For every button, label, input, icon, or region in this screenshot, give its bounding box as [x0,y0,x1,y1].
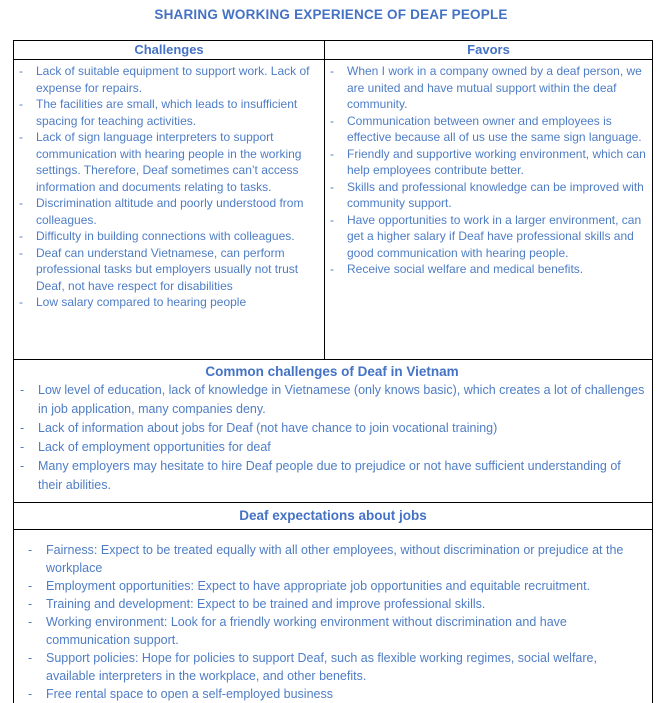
list-item: - Lack of suitable equipment to support work. Lack of expense for repairs. [16,63,320,96]
common-challenges-title: Common challenges of Deaf in Vietnam [205,364,459,379]
list-item: - Friendly and supportive working environment, which can help employees contribute better. [327,146,648,179]
list-item: - Free rental space to open a self-employed business [28,685,648,703]
list-item: - Discrimination altitude and poorly understood from colleagues. [16,195,320,228]
favors-list [327,63,648,278]
list-item: - Have opportunities to work in a larger environment, can get a higher salary if Deaf have professional skills and good communication with hearing people. [327,212,648,262]
list-item: - The facilities are small, which leads to insufficient spacing for teaching activities. [16,96,320,129]
list-item: - Low level of education, lack of knowledge in Vietnamese (only knows basic), which creates a lot of challenges in job application, many companies deny. [20,381,648,419]
favors-cell [325,60,652,359]
list-item: - Many employers may hesitate to hire Deaf people due to prejudice or not have sufficient understanding of their abilities. [20,457,648,495]
list-item: - Training and development: Expect to be trained and improve professional skills. [28,595,648,613]
list-item: - Difficulty in building connections with colleagues. [16,228,320,245]
common-challenges-list [16,381,648,495]
expectations-section [14,529,652,703]
column-header-favors: Favors [467,42,510,57]
list-item: - Fairness: Expect to be treated equally with all other employees, without discrimination or prejudice at the workplace [28,541,648,577]
list-item: - Lack of information about jobs for Deaf (not have chance to join vocational training) [20,419,648,438]
list-item: - Working environment: Look for a friendly working environment without discrimination and have communication support. [28,613,648,649]
list-item: - Communication between owner and employees is effective because all of us use the same sign language. [327,113,648,146]
list-item: - Deaf can understand Vietnamese, can perform professional tasks but employers usually not trust Deaf, not have respect for disabilities [16,245,320,295]
list-item: - Skills and professional knowledge can be improved with community support. [327,179,648,212]
experience-table [13,40,653,703]
comparison-header-row [14,41,652,59]
challenges-cell [14,60,325,359]
common-challenges-section [14,359,652,502]
list-item: - When I work in a company owned by a deaf person, we are united and have mutual support within the deaf community. [327,63,648,113]
expectations-title: Deaf expectations about jobs [239,508,427,523]
comparison-body-row [14,59,652,359]
page-title: SHARING WORKING EXPERIENCE OF DEAF PEOPLE [154,7,508,22]
list-item: - Receive social welfare and medical benefits. [327,261,648,278]
list-item: - Low salary compared to hearing people [16,294,320,311]
expectations-list [28,541,648,703]
expectations-header-row [14,502,652,529]
list-item: - Lack of employment opportunities for deaf [20,438,648,457]
list-item: - Lack of sign language interpreters to support communication with hearing people in the working settings. Therefore, Deaf sometimes can’t access information and documents relating to tasks. [16,129,320,195]
challenges-list [16,63,320,311]
list-item: - Support policies: Hope for policies to support Deaf, such as flexible working regimes, social welfare, available interpreters in the workplace, and other benefits. [28,649,648,685]
column-header-challenges: Challenges [14,41,325,59]
list-item: - Employment opportunities: Expect to have appropriate job opportunities and equitable recruitment. [28,577,648,595]
